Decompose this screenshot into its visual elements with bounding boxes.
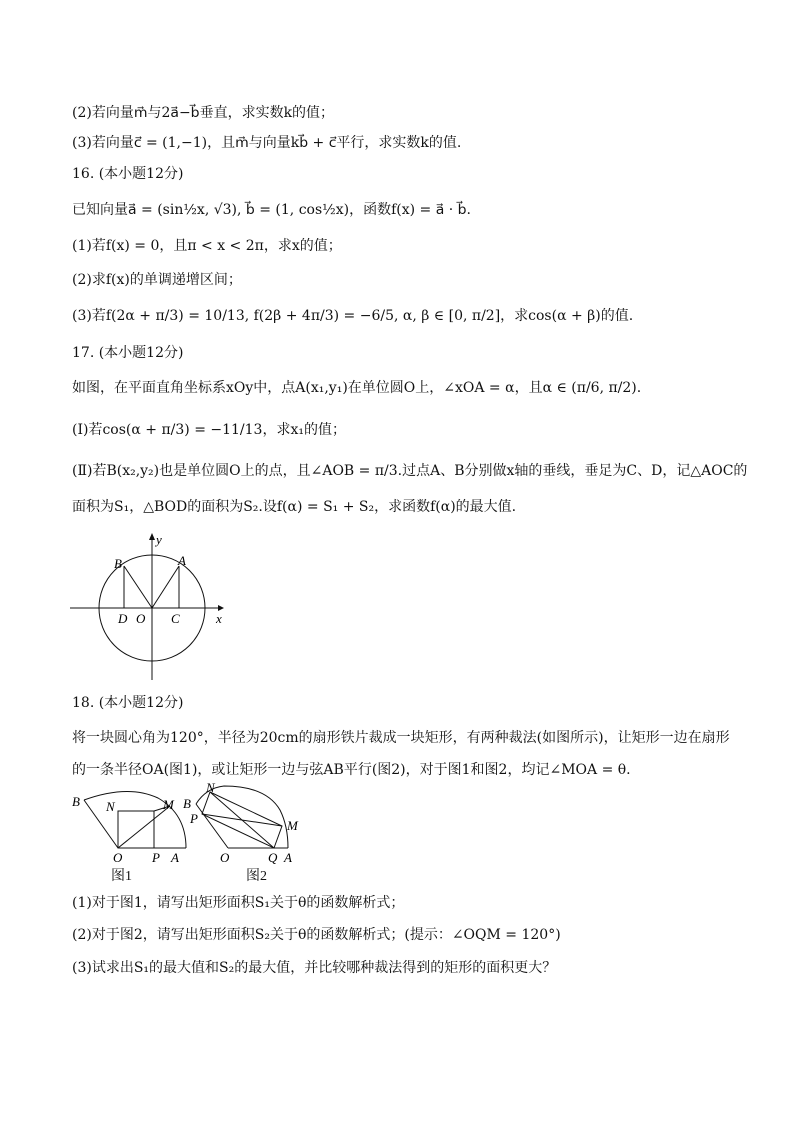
fig2-caption: 图2 [246,869,267,884]
q15-part3: (3)若向量c⃗ = (1,−1)，且m⃗与向量kb⃗ + c⃗平行，求实数k的值. [72,135,462,151]
q18-stem-line2: 的一条半径OA(图1)，或让矩形一边与弦AB平行(图2)，对于图1和图2，均记∠MOA = θ. [72,762,631,778]
q18-figure-2 [180,780,305,865]
q18-part3: (3)试求出S₁的最大值和S₂的最大值，并比较哪种裁法得到的矩形的面积更大？ [72,960,557,976]
q15-part2: (2)若向量m⃗与2a⃗−b⃗垂直，求实数k的值； [72,105,335,121]
label-x: x [216,611,222,626]
q17-part2-line1: (Ⅱ)若B(x₂,y₂)也是单位圆O上的点，且∠AOB = π/3.过点A、B分别做x轴的垂线，垂足为C、D，记△AOC的 [72,463,748,479]
fig2-label-Q: Q [268,850,278,865]
label-A: A [178,553,186,568]
q17-part2-line2: 面积为S₁，△BOD的面积为S₂.设f(α) = S₁ + S₂，求函数f(α)的最大值. [72,499,517,515]
q18-stem-line1: 将一块圆心角为120°，半径为20cm的扇形铁片裁成一块矩形，有两种裁法(如图所示)，让矩形一边在扇形 [72,730,730,746]
q17-part1: (Ⅰ)若cos(α + π/3) = −11/13，求x₁的值； [72,422,346,438]
q16-part2: (2)求f(x)的单调递增区间； [72,272,242,288]
q16-header: 16. (本小题12分) [72,166,184,182]
fig1-label-A: A [171,850,179,865]
q18-figure-1 [68,790,193,865]
q17-unit-circle-figure [66,530,236,685]
fig2-label-P: P [190,811,198,826]
label-D: D [118,611,128,626]
q18-header: 18. (本小题12分) [72,695,184,711]
label-B: B [114,556,122,571]
q18-part2: (2)对于图2，请写出矩形面积S₂关于θ的函数解析式；(提示：∠OQM = 120°) [72,927,561,943]
fig2-label-A: A [284,850,292,865]
fig1-label-O: O [113,850,123,865]
fig1-label-P: P [152,850,160,865]
q18-part1: (1)对于图1，请写出矩形面积S₁关于θ的函数解析式； [72,895,405,911]
fig1-label-M: M [163,797,174,812]
label-O: O [136,611,146,626]
fig2-label-O: O [220,850,230,865]
q16-part3: (3)若f(2α + π/3) = 10/13, f(2β + 4π/3) = −6/5, α, β ∈ [0, π/2]，求cos(α + β)的值. [72,308,634,324]
q16-stem: 已知向量a⃗ = (sin½x, √3), b⃗ = (1, cos½x)，函数f(x) = a⃗ · b⃗. [72,202,471,218]
fig2-label-N: N [206,780,215,795]
fig2-label-M: M [287,818,298,833]
fig1-label-B: B [72,794,80,809]
q16-part1: (1)若f(x) = 0，且π < x < 2π，求x的值； [72,238,342,254]
q17-header: 17. (本小题12分) [72,345,184,361]
label-C: C [171,611,180,626]
q17-stem: 如图，在平面直角坐标系xOy中，点A(x₁,y₁)在单位圆O上，∠xOA = α，且α ∈ (π/6, π/2). [72,380,642,396]
fig2-label-B: B [183,796,191,811]
fig1-caption: 图1 [111,869,132,884]
fig1-label-N: N [106,799,115,814]
label-y: y [156,532,162,547]
